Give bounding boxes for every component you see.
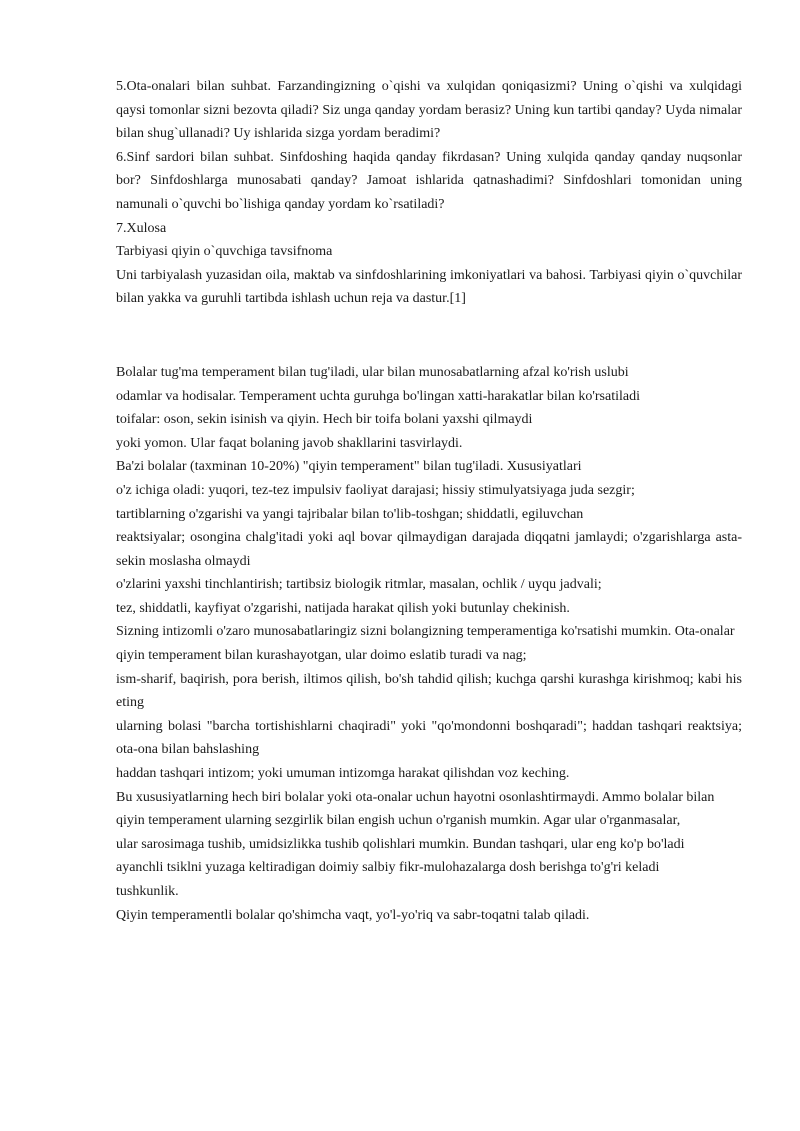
text-line: Qiyin temperamentli bolalar qo'shimcha vaqt, yo'l-yo'riq va sabr-toqatni talab qiladi. [116,907,590,923]
text-line: Bolalar tug'ma temperament bilan tug'iladi, ular bilan munosabatlarning afzal ko'rish uslubi [116,364,629,380]
text-line: qiyin temperament ularning sezgirlik bilan engish uchun o'rganish mumkin. Agar ular o'rganmasalar, [116,813,681,829]
text-line: Ba'zi bolalar (taxminan 10-20%) "qiyin temperament" bilan tug'iladi. Xususiyatlari [116,459,582,475]
text-line: ularning bolasi "barcha tortishishlarni chaqiradi" yoki "qo'mondonni boshqaradi"; haddan tashqari reaktsiya; ota-ona bilan bahslashing [116,718,742,758]
text-line: toifalar: oson, sekin isinish va qiyin. Hech bir toifa bolani yaxshi qilmaydi [116,412,533,428]
text-line: o'z ichiga oladi: yuqori, tez-tez impulsiv faoliyat darajasi; hissiy stimulyatsiyaga juda sezgir; [116,482,635,498]
text-line: odamlar va hodisalar. Temperament uchta guruhga bo'lingan xatti-harakatlar bilan ko'rsatiladi [116,388,640,404]
paragraph-conclusion-heading: 7.Xulosa [116,220,167,236]
paragraph-upbringing-plan: Uni tarbiyalash yuzasidan oila, maktab va sinfdoshlarining imkoniyatlari va bahosi. Tarbiyasi qiyin o`quvchilar bilan yakka va guruhli tartibda ishlash uchun reja va dastur.[1] [116,267,742,307]
text-line: haddan tashqari intizom; yoki umuman intizomga harakat qilishdan voz keching. [116,766,570,782]
text-line: tez, shiddatli, kayfiyat o'zgarishi, natijada harakat qilish yoki butunlay chekinish. [116,600,570,616]
section-spacer [116,311,742,361]
text-line: Sizning intizomli o'zaro munosabatlaringiz sizni bolangizning temperamentiga ko'rsatishi mumkin. Ota-onalar [116,624,735,640]
text-line: o'zlarini yaxshi tinchlantirish; tartibsiz biologik ritmlar, masalan, ochlik / uyqu jadvali; [116,577,602,593]
text-line: qiyin temperament bilan kurashayotgan, ular doimo eslatib turadi va nag; [116,648,527,664]
text-line: reaktsiyalar; osongina chalg'itadi yoki aql bovar qilmaydigan darajada diqqatni jamlaydi; o'zgarishlarga asta-sekin moslasha olmaydi [116,530,742,569]
text-line: Bu xususiyatlarning hech biri bolalar yoki ota-onalar uchun hayotni osonlashtirmaydi. Ammo bolalar bilan [116,789,715,805]
document-body [116,75,742,927]
text-line: yoki yomon. Ular faqat bolaning javob shakllarini tasvirlaydi. [116,435,463,451]
text-line: ular sarosimaga tushib, umidsizlikka tushib qolishlari mumkin. Bundan tashqari, ular eng ko'p bo'ladi [116,836,685,852]
text-line: ayanchli tsiklni yuzaga keltiradigan doimiy salbiy fikr-mulohazalarga dosh berishga to'g'ri keladi [116,860,660,876]
text-line: tushkunlik. [116,884,179,899]
paragraph-characteristic-title: Tarbiyasi qiyin o`quvchiga tavsifnoma [116,244,333,260]
paragraph-class-leader-interview: 6.Sinf sardori bilan suhbat. Sinfdoshing haqida qanday fikrdasan? Uning xulqida qanday qanday nuqsonlar bor? Sinfdoshlarga munosabati qanday? Jamoat ishlarida qatnashadimi? Sinfdoshlari tomonidan uning namunali o`quvchi bo`lishiga qanday yordam ko`rsatiladi? [116,149,742,212]
text-line: ism-sharif, baqirish, pora berish, iltimos qilish, bo'sh tahdid qilish; kuchga qarshi kurashga kirishmoq; kabi his eting [116,671,742,711]
paragraph-parents-interview: 5.Ota-onalari bilan suhbat. Farzandingizning o`qishi va xulqidan qoniqasizmi? Uning o`qishi va xulqidagi qaysi tomonlar sizni bezovta qiladi? Siz unga qanday yordam berasiz? Uning kun tartibi qanday? Uyda nimalar bilan shug`ullanadi? Uy ishlarida sizga yordam beradimi? [116,79,742,142]
text-line: tartiblarning o'zgarishi va yangi tajribalar bilan to'lib-toshgan; shiddatli, egiluvchan [116,506,584,522]
